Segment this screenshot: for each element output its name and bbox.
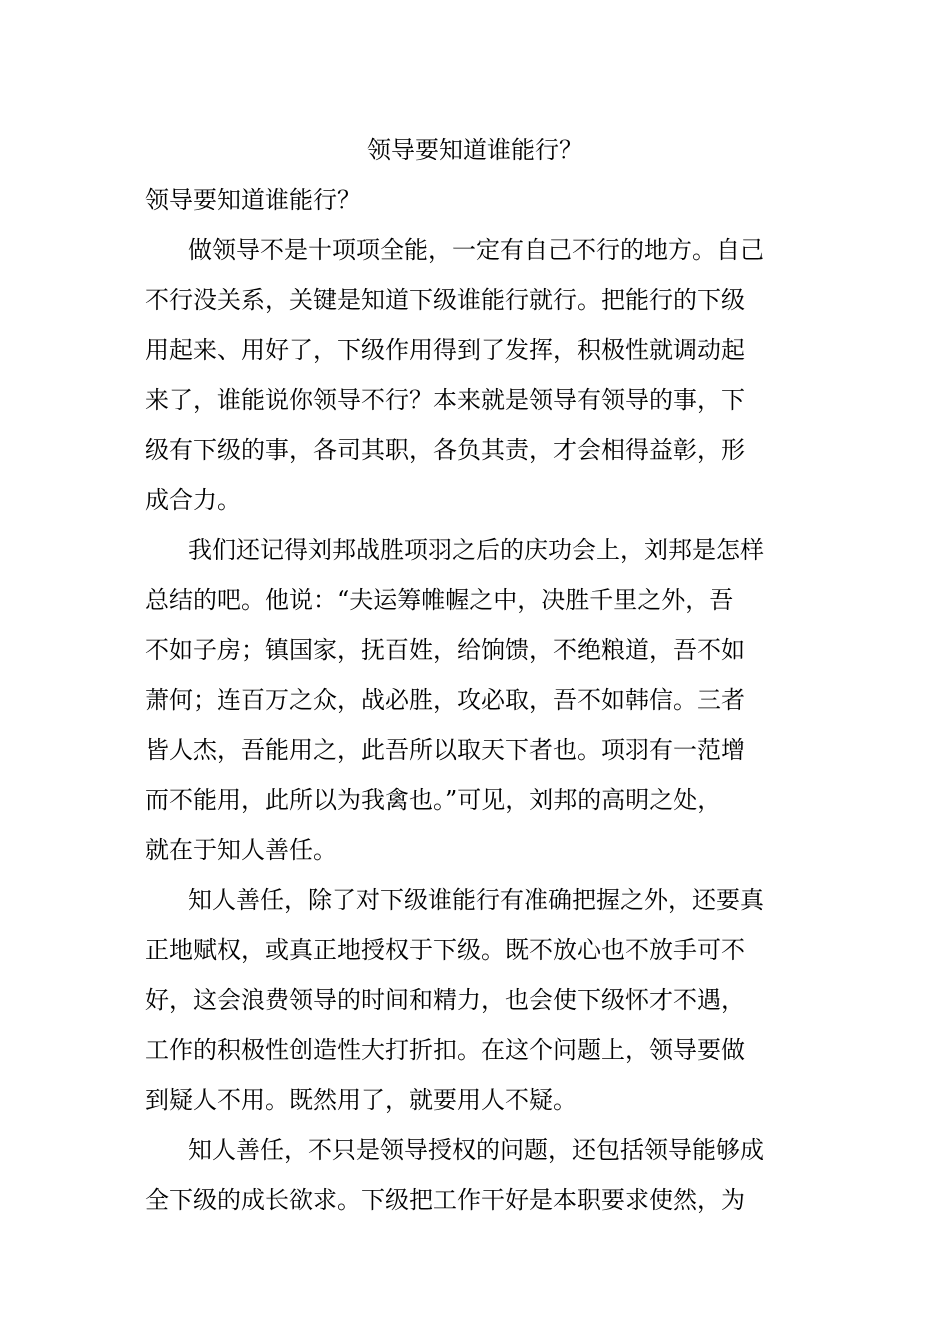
text-line: 做领导不是十项项全能，一定有自己不行的地方。自己 — [188, 236, 764, 264]
text-line: 皆人杰，吾能用之，此吾所以取天下者也。项羽有一范增 — [145, 736, 745, 764]
text-line: 我们还记得刘邦战胜项羽之后的庆功会上，刘邦是怎样 — [188, 536, 764, 564]
text-line: 用起来、用好了，下级作用得到了发挥，积极性就调动起 — [145, 336, 745, 364]
text-line: 萧何；连百万之众，战必胜，攻必取，吾不如韩信。三者 — [145, 686, 745, 714]
text-line: 不行没关系，关键是知道下级谁能行就行。把能行的下级 — [145, 286, 745, 314]
text-line: 正地赋权，或真正地授权于下级。既不放心也不放手可不 — [145, 936, 745, 964]
text-line: 工作的积极性创造性大打折扣。在这个问题上，领导要做 — [145, 1036, 745, 1064]
text-line: 全下级的成长欲求。下级把工作干好是本职要求使然，为 — [145, 1186, 745, 1214]
text-line: 不如子房；镇国家，抚百姓，给饷馈，不绝粮道，吾不如 — [145, 636, 745, 664]
text-line: 知人善任，不只是领导授权的问题，还包括领导能够成 — [188, 1136, 764, 1164]
document-title: 领导要知道谁能行？ — [367, 136, 583, 164]
text-line: 到疑人不用。既然用了，就要用人不疑。 — [145, 1086, 577, 1114]
text-line: 总结的吧。他说：“夫运筹帷幄之中，决胜千里之外，吾 — [145, 586, 734, 614]
text-line: 而不能用，此所以为我禽也。”可见，刘邦的高明之处， — [145, 786, 722, 814]
text-line: 就在于知人善任。 — [145, 836, 337, 864]
text-line: 知人善任，除了对下级谁能行有准确把握之外，还要真 — [188, 886, 764, 914]
text-line: 成合力。 — [145, 486, 241, 514]
text-line: 好，这会浪费领导的时间和精力，也会使下级怀才不遇， — [145, 986, 745, 1014]
document-subtitle: 领导要知道谁能行？ — [145, 186, 361, 214]
text-line: 来了，谁能说你领导不行？本来就是领导有领导的事，下 — [145, 386, 745, 414]
text-line: 级有下级的事，各司其职，各负其责，才会相得益彰，形 — [145, 436, 745, 464]
